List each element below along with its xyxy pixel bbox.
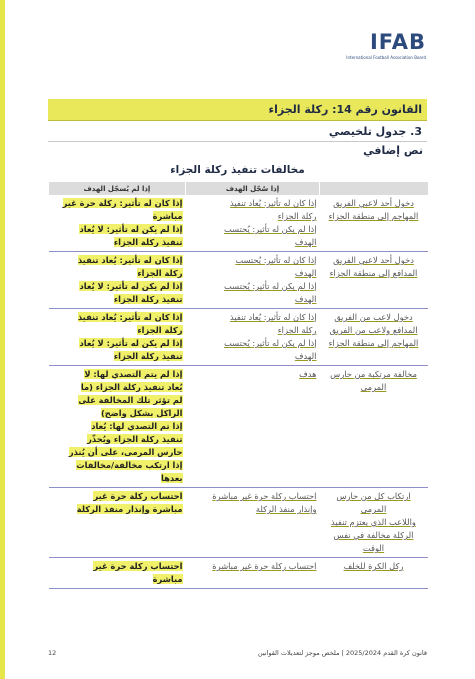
logo-subtitle: International Football Association Board xyxy=(346,55,426,60)
cell-line: مباشرة xyxy=(152,211,183,221)
goal-scored-cell xyxy=(186,195,320,252)
page-number: 12 xyxy=(48,649,57,657)
section-heading: 3. جدول تلخيصي xyxy=(48,124,427,142)
cell-line: احتساب ركلة حرة غير xyxy=(93,491,183,501)
page-footer xyxy=(48,649,427,657)
ifab-logo xyxy=(346,30,426,60)
cell-line: إذا كان له تأثير: يُعاد تنفيذ xyxy=(77,312,183,322)
header-goal-scored: إذا سُجّل الهدف xyxy=(186,182,320,195)
cell-line: واللاعب الذي يعتزم تنفيذ xyxy=(331,517,416,527)
situation-cell xyxy=(320,366,428,488)
table-row xyxy=(49,558,428,589)
cell-line: إذا ارتكب مخالفة/مخالفات xyxy=(76,460,183,470)
header-goal-not-scored: إذا لم يُسجّل الهدف xyxy=(49,182,186,195)
table-body xyxy=(49,195,428,589)
cell-line: المدافع إلى منطقة الجزاء xyxy=(329,268,418,278)
cell-line: لم تؤثر تلك المخالفة على xyxy=(78,395,183,405)
cell-line: إذا لم يكن له تأثير: يُحتسب xyxy=(224,338,317,348)
cell-line: إذا لم يكن له تأثير: يُحتسب xyxy=(224,224,317,234)
cell-line: إذا لم يكن له تأثير: لا يُعاد xyxy=(79,281,183,291)
cell-line: المهاجم إلى منطقة الجزاء xyxy=(328,211,419,221)
cell-line: احتساب ركلة حرة غير xyxy=(93,561,183,571)
cell-line: ركلة الجزاء xyxy=(277,211,317,221)
cell-line: تنفيذ ركلة الجزاء xyxy=(113,351,183,361)
cell-line: إذا كان له تأثير: يُعاد تنفيذ xyxy=(230,312,317,322)
table-row xyxy=(49,366,428,488)
goal-not-scored-cell xyxy=(49,366,186,488)
cell-line: دخول لاعب من الفريق xyxy=(334,312,413,322)
goal-not-scored-cell xyxy=(49,558,186,589)
cell-line: بعدها xyxy=(161,473,183,483)
cell-line: وإنذار منفذ الركلة xyxy=(255,504,317,514)
table-title: مخالفات تنفيذ ركلة الجزاء xyxy=(170,164,305,176)
cell-line: مخالفة مرتكبة من حارس xyxy=(330,369,417,379)
cell-line: الهدف xyxy=(294,351,317,361)
cell-line: إذا كان له تأثير: يُحتسب xyxy=(235,255,317,265)
left-accent-stripe xyxy=(0,0,5,679)
cell-line: إذا لم يكن له تأثير: لا يُعاد xyxy=(79,338,183,348)
logo-text: IFAB xyxy=(369,30,426,54)
goal-not-scored-cell xyxy=(49,195,186,252)
cell-line: المرمى xyxy=(360,382,387,392)
cell-line: تنفيذ ركلة الجزاء ويُحذّر xyxy=(87,434,183,444)
cell-line: الهدف xyxy=(294,294,317,304)
header-situation xyxy=(320,182,428,195)
table-row xyxy=(49,195,428,252)
cell-line: إذا لم يتم التصدي لها: لا xyxy=(84,369,183,379)
goal-scored-cell xyxy=(186,252,320,309)
table-header-row xyxy=(49,182,428,195)
cell-line: ركلة الجزاء xyxy=(137,325,183,335)
cell-line: تنفيذ ركلة الجزاء xyxy=(113,294,183,304)
penalty-offences-table xyxy=(48,182,428,589)
cell-line: الهدف xyxy=(294,237,317,247)
cell-line: ركلة الجزاء xyxy=(137,268,183,278)
cell-line: تنفيذ ركلة الجزاء xyxy=(113,237,183,247)
goal-scored-cell xyxy=(186,309,320,366)
goal-scored-cell xyxy=(186,558,320,589)
goal-not-scored-cell xyxy=(49,488,186,558)
cell-line: هدف xyxy=(299,369,317,379)
situation-cell xyxy=(320,488,428,558)
cell-line: حارس المرمى، على أن يُنذر xyxy=(68,447,183,457)
situation-cell xyxy=(320,309,428,366)
cell-line: المدافع ولاعب من الفريق xyxy=(329,325,418,335)
cell-line: يُعاد تنفيذ ركلة الجزاء (ما xyxy=(80,382,183,392)
added-text-label: نص إضافي xyxy=(363,144,423,157)
law-title-bar: القانون رقم 14: ركلة الجزاء xyxy=(48,99,427,121)
goal-not-scored-cell xyxy=(49,309,186,366)
situation-cell xyxy=(320,558,428,589)
cell-line: احتساب ركلة حرة غير مباشرة xyxy=(212,491,317,501)
cell-line: إذا تم التصدي لها: يُعاد xyxy=(91,421,183,431)
cell-line: الركلة مخالفة في نفس الوقت xyxy=(333,530,414,553)
table-row xyxy=(49,309,428,366)
cell-line: مباشرة xyxy=(152,574,183,584)
goal-not-scored-cell xyxy=(49,252,186,309)
cell-line: احتساب ركلة حرة غير مباشرة xyxy=(212,561,317,571)
goal-scored-cell xyxy=(186,366,320,488)
cell-line: الهدف xyxy=(294,268,317,278)
cell-line: إذا كان له تأثير: ركلة حرة غير xyxy=(62,198,183,208)
cell-line: دخول أحد لاعبي الفريق xyxy=(333,198,414,208)
cell-line: مباشرة وإنذار منفذ الركلة xyxy=(76,504,183,514)
cell-line: المهاجم إلى منطقة الجزاء xyxy=(328,338,419,348)
table-row xyxy=(49,252,428,309)
cell-line: إذا كان له تأثير: يُعاد تنفيذ xyxy=(230,198,317,208)
cell-line: ركلة الجزاء xyxy=(277,325,317,335)
goal-scored-cell xyxy=(186,488,320,558)
cell-line: ارتكاب كل من حارس المرمى xyxy=(336,491,411,514)
situation-cell xyxy=(320,252,428,309)
footer-text: قانون كرة القدم 2025/2024 | ملخص موجز لتعديلات القوانين xyxy=(257,649,427,657)
table-row xyxy=(49,488,428,558)
cell-line: دخول أحد لاعبي الفريق xyxy=(333,255,414,265)
cell-line: إذا كان له تأثير: يُعاد تنفيذ xyxy=(77,255,183,265)
cell-line: إذا لم يكن له تأثير: لا يُعاد xyxy=(79,224,183,234)
cell-line: الراكل بشكل واضح) xyxy=(100,408,183,418)
cell-line: ركل الكرة للخلف xyxy=(343,561,404,571)
situation-cell xyxy=(320,195,428,252)
cell-line: إذا لم يكن له تأثير: يُحتسب xyxy=(224,281,317,291)
